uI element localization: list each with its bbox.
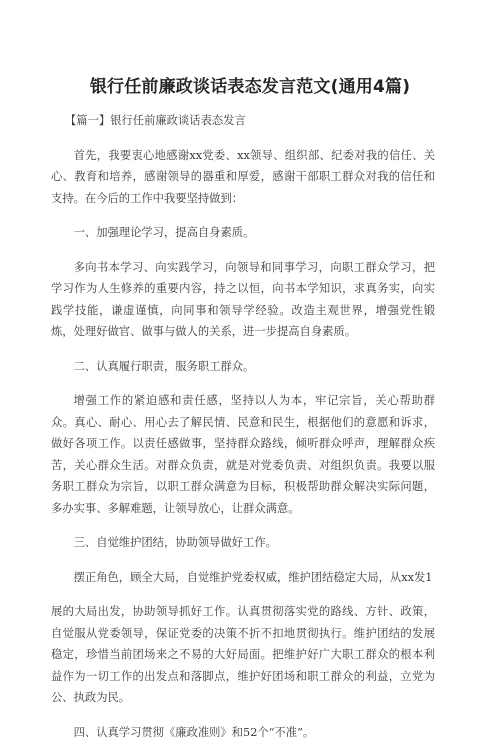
section-heading-2: 二、认真履行职责，服务职工群众。 [73, 359, 255, 373]
document-title: 银行任前廉政谈话表态发言范文(通用4篇) [89, 77, 411, 97]
chapter-heading: 【篇一】银行任前廉政谈话表态发言 [65, 114, 246, 127]
paragraph-1: 多向书本学习、向实践学习，向领导和同事学习，向职工群众学习，把学习作为人生修养的重要内容，持之以恒，向书本学知识，求真务实，向实践学技能，谦虚谨慎，向同事和领导学经验。改造主观世界，增强党性锻炼，处理好做官、做事与做人的关系，进一步提高自身素质。 [51, 260, 435, 338]
section-heading-3: 三、自觉维护团结，协助领导做好工作。 [73, 536, 277, 549]
section-heading-4: 四、认真学习贯彻《廉政准则》和52个“不准”。 [73, 725, 315, 739]
document-body [51, 110, 435, 756]
paragraph-3a: 摆正角色，顾全大局，自觉维护党委权威，维护团结稳定大局，从xx发1 [73, 570, 433, 584]
paragraph-2: 增强工作的紧迫感和责任感，坚持以人为本，牢记宗旨，关心帮助群众。真心、耐心、用心去了解民情、民意和民生，根据他们的意愿和诉求，做好各项工作。以责任感做事，坚持群众路线，倾听群众呼声，理解群众疾苦，关心群众生活。对群众负责，就是对党委负责、对组织负责。我要以服务职工群众为宗旨，以职工群众满意为目标，积极帮助群众解决实际问题，多办实事、多解难题，让领导放心，让群众满意。 [51, 394, 435, 515]
section-heading-1: 一、加强理论学习，提高自身素质。 [73, 226, 255, 239]
paragraph-3b: 展的大局出发，协助领导抓好工作。认真贯彻落实党的路线、方针、政策，自觉服从党委领导，保证党委的决策不折不扣地贯彻执行。维护团结的发展稳定，珍惜当前团场来之不易的大好局面。把维护好广大职工群众的根本利益作为一切工作的出发点和落脚点，维护好团场和职工群众的利益，立党为公、执政为民。 [51, 605, 435, 704]
paragraph-intro: 首先，我要衷心地感谢xx党委、xx领导、组织部、纪委对我的信任、关心、教育和培养，感谢领导的器重和厚爱，感谢干部职工群众对我的信任和支持。在今后的工作中我要坚持做到： [51, 148, 435, 205]
